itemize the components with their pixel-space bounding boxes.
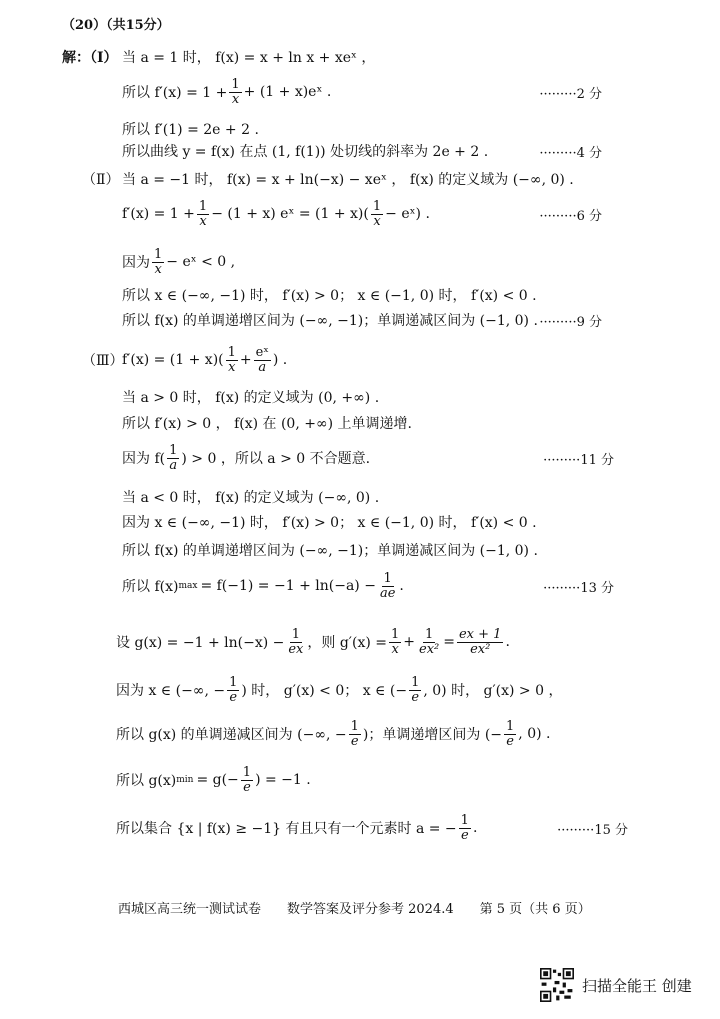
scanner-text: 扫描全能王 创建 bbox=[582, 976, 692, 995]
part3-l6: 因为 x ∈ (−∞, −1) 时， f′(x) > 0； x ∈ (−1, 0) 时， f′(x) < 0 . bbox=[122, 515, 537, 531]
frac-num: 1 bbox=[460, 812, 469, 828]
part3-l9-c: + bbox=[403, 634, 415, 650]
frac-num: eˣ bbox=[255, 344, 269, 360]
frac-den: ex bbox=[288, 641, 304, 657]
frac-1-over-ex2 bbox=[417, 628, 441, 656]
part2-l1: 当 a = −1 时， f(x) = x + ln(−x) − xeˣ ， f(x) 的定义域为 (−∞, 0) . bbox=[122, 172, 574, 188]
frac-num: 1 bbox=[350, 718, 359, 734]
part2-line2 bbox=[0, 194, 720, 234]
frac-1-over-ex bbox=[286, 628, 305, 656]
frac-num: 1 bbox=[198, 198, 208, 214]
frac-num: 1 bbox=[372, 198, 382, 214]
part3-l4-b: ) > 0 ，所以 a > 0 不合题意. bbox=[181, 451, 371, 467]
frac-1-over-e bbox=[504, 720, 516, 748]
part3-line3 bbox=[0, 406, 720, 440]
score-2: ·········2 分 bbox=[539, 86, 602, 102]
score-11: ·········11 分 bbox=[543, 452, 614, 468]
part1-l3: 所以 f′(1) = 2e + 2 . bbox=[122, 122, 259, 138]
part3-l12-sub: min bbox=[176, 775, 194, 785]
frac-1-over-x bbox=[152, 248, 164, 276]
frac-num: 1 bbox=[424, 626, 434, 642]
frac-1-over-x bbox=[197, 200, 209, 228]
frac-num: ex + 1 bbox=[458, 626, 502, 642]
part3-l11-c: , 0) . bbox=[518, 726, 551, 742]
part3-l13-a: 所以集合 {x | f(x) ≥ −1} 有且只有一个元素时 a = − bbox=[116, 821, 457, 837]
frac-num: 1 bbox=[506, 718, 515, 734]
qr-code-icon bbox=[540, 968, 574, 1002]
frac-den: x bbox=[373, 213, 381, 229]
part3-line1 bbox=[0, 340, 720, 380]
frac-den: ex² bbox=[419, 641, 440, 657]
frac-1-over-ae bbox=[378, 572, 397, 600]
part3-l4-a: 因为 f( bbox=[122, 451, 166, 467]
frac-den: ex² bbox=[470, 641, 491, 657]
part3-l9-a: 设 g(x) = −1 + ln(−x) − bbox=[116, 635, 285, 651]
frac-num: 1 bbox=[383, 570, 392, 586]
frac-den: e bbox=[350, 733, 359, 749]
part1-l2-b: + (1 + x)eˣ . bbox=[243, 84, 332, 100]
score-15: ·········15 分 bbox=[557, 822, 628, 838]
part3-l11 bbox=[116, 720, 550, 748]
part3-l9-e: . bbox=[505, 634, 510, 650]
part1-l1: 当 a = 1 时， f(x) = x + ln x + xeˣ ， bbox=[122, 50, 376, 66]
part3-line13 bbox=[0, 806, 720, 850]
part3-l1-b: + bbox=[239, 352, 252, 368]
frac-den: x bbox=[154, 261, 162, 277]
part2-l3 bbox=[122, 248, 235, 276]
frac-1-over-e bbox=[409, 676, 421, 704]
frac-ex-over-a bbox=[254, 346, 271, 374]
part3-l8 bbox=[122, 572, 404, 600]
part3-line9 bbox=[0, 620, 720, 664]
frac-ex1-over-ex2 bbox=[457, 628, 503, 656]
frac-den: x bbox=[199, 213, 207, 229]
part3-l1-c: ) . bbox=[272, 352, 288, 368]
frac-num: 1 bbox=[242, 764, 252, 780]
frac-den: ae bbox=[379, 585, 396, 601]
part3-l12 bbox=[116, 766, 311, 794]
part2-l2-a: f′(x) = 1 + bbox=[122, 206, 195, 222]
part1-label: 解：（Ⅰ） bbox=[62, 50, 118, 66]
score-4: ·········4 分 bbox=[539, 145, 602, 161]
frac-den: x bbox=[228, 359, 236, 375]
part3-l1-a: f′(x) = (1 + x)( bbox=[122, 352, 224, 368]
part2-label: （Ⅱ） bbox=[82, 172, 120, 188]
part3-l8-sub: max bbox=[178, 581, 198, 591]
frac-1-over-e bbox=[349, 720, 361, 748]
scanner-watermark bbox=[540, 968, 692, 1002]
part2-l2-c: − eˣ) . bbox=[385, 206, 430, 222]
frac-1-over-e bbox=[227, 676, 239, 704]
frac-den: e bbox=[460, 827, 469, 843]
part3-l8-a: 所以 f(x) bbox=[122, 579, 179, 595]
part3-l2: 当 a > 0 时， f(x) 的定义域为 (0, +∞) . bbox=[122, 390, 380, 406]
part3-line11 bbox=[0, 712, 720, 756]
part3-l7: 所以 f(x) 的单调递增区间为 (−∞, −1)；单调递减区间为 (−1, 0) . bbox=[122, 543, 538, 559]
part3-line4 bbox=[0, 438, 720, 478]
part2-line5 bbox=[0, 303, 720, 337]
part3-l10-a: 因为 x ∈ (−∞, − bbox=[116, 683, 226, 699]
part3-l10 bbox=[116, 676, 562, 704]
frac-den: e bbox=[411, 689, 420, 705]
frac-num: 1 bbox=[291, 626, 301, 642]
frac-den: a bbox=[169, 457, 178, 473]
part1-l4: 所以曲线 y = f(x) 在点 (1, f(1)) 处切线的斜率为 2e + 2 . bbox=[122, 144, 489, 160]
part2-l3-b: − eˣ < 0 , bbox=[166, 254, 236, 270]
part3-l11-a: 所以 g(x) 的单调递减区间为 (−∞, − bbox=[116, 727, 347, 743]
part3-l13 bbox=[116, 814, 477, 842]
part1-line1 bbox=[0, 40, 720, 74]
score-13: ·········13 分 bbox=[543, 580, 614, 596]
frac-den: x bbox=[231, 91, 240, 107]
part1-l2-a: 所以 f′(x) = 1 + bbox=[122, 85, 228, 101]
frac-num: 1 bbox=[169, 442, 178, 458]
frac-1-over-x bbox=[226, 346, 238, 374]
part3-l12-c: ) = −1 . bbox=[255, 772, 311, 788]
problem-header: （20）（共15分） bbox=[62, 18, 170, 33]
frac-1-over-x bbox=[389, 628, 401, 656]
part3-l9 bbox=[116, 628, 510, 656]
part2-l5: 所以 f(x) 的单调递增区间为 (−∞, −1)；单调递减区间为 (−1, 0) . bbox=[122, 313, 538, 329]
frac-num: 1 bbox=[229, 674, 238, 690]
part2-l3-a: 因为 bbox=[122, 255, 150, 271]
part3-l9-b: ，则 g′(x) = bbox=[307, 635, 387, 651]
part3-l5: 当 a < 0 时， f(x) 的定义域为 (−∞, 0) . bbox=[122, 490, 380, 506]
frac-num: 1 bbox=[227, 344, 236, 360]
page-footer: 西城区高三统一测试试卷 数学答案及评分参考 2024.4 第 5 页（共 6 页） bbox=[118, 902, 591, 917]
part3-l11-b: )；单调递增区间为 (− bbox=[362, 727, 503, 743]
part3-l9-d: = bbox=[443, 634, 455, 650]
frac-num: 1 bbox=[231, 76, 240, 92]
part3-l4 bbox=[122, 444, 370, 472]
part2-l4: 所以 x ∈ (−∞, −1) 时， f′(x) > 0； x ∈ (−1, 0) 时， f′(x) < 0 . bbox=[122, 288, 537, 304]
part3-line12 bbox=[0, 758, 720, 802]
frac-1-over-x bbox=[371, 200, 383, 228]
part3-l1 bbox=[122, 346, 287, 374]
part3-l8-b: = f(−1) = −1 + ln(−a) − bbox=[200, 578, 376, 594]
frac-1-over-e bbox=[241, 766, 253, 794]
frac-num: 1 bbox=[411, 674, 420, 690]
score-6: ·········6 分 bbox=[539, 208, 602, 224]
frac-1-over-e bbox=[459, 814, 471, 842]
frac-den: e bbox=[506, 733, 514, 749]
part2-l2 bbox=[122, 200, 430, 228]
part3-l13-b: . bbox=[472, 820, 478, 836]
part3-l10-b: ) 时， g′(x) < 0； x ∈ (− bbox=[241, 683, 408, 699]
part2-line3 bbox=[0, 242, 720, 282]
part3-l12-a: 所以 g(x) bbox=[116, 773, 177, 789]
part3-l10-c: , 0) 时， g′(x) > 0 ， bbox=[423, 683, 563, 699]
frac-den: a bbox=[258, 359, 267, 375]
part2-line1 bbox=[0, 162, 720, 196]
part3-l8-c: . bbox=[399, 578, 404, 594]
part2-l2-b: − (1 + x) eˣ = (1 + x)( bbox=[211, 206, 369, 222]
frac-1-over-a bbox=[167, 444, 179, 472]
part1-l2 bbox=[122, 78, 331, 106]
frac-den: e bbox=[229, 689, 238, 705]
frac-den: e bbox=[243, 779, 251, 795]
part3-line8 bbox=[0, 566, 720, 606]
part3-label: （Ⅲ） bbox=[82, 353, 124, 369]
frac-num: 1 bbox=[154, 246, 163, 262]
part3-l3: 所以 f′(x) > 0 ， f(x) 在 (0, +∞) 上单调递增. bbox=[122, 416, 412, 432]
frac-num: 1 bbox=[390, 626, 400, 642]
score-9: ·········9 分 bbox=[539, 314, 602, 330]
part3-l12-b: = g(− bbox=[196, 772, 239, 788]
frac-den: x bbox=[391, 641, 399, 657]
frac-1-over-x bbox=[229, 78, 241, 106]
part1-line2 bbox=[0, 72, 720, 112]
part3-line10 bbox=[0, 668, 720, 712]
part3-line7 bbox=[0, 533, 720, 567]
